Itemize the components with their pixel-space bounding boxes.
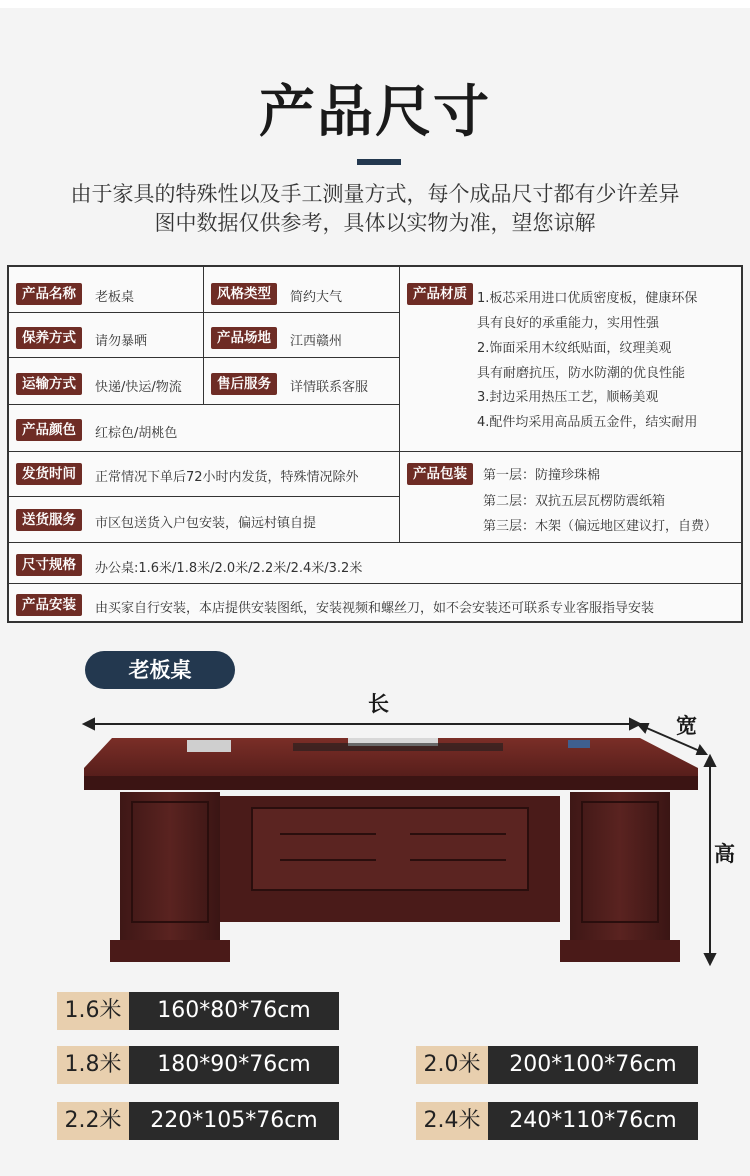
transport-label: 运输方式 (16, 373, 82, 395)
product-name-label: 产品名称 (16, 283, 82, 305)
style-label: 风格类型 (211, 283, 277, 305)
product-name-pill: 老板桌 (85, 651, 235, 689)
color-value: 红棕色/胡桃色 (95, 426, 178, 441)
install-label: 产品安装 (16, 594, 82, 616)
size-key: 2.0米 (416, 1046, 488, 1084)
length-label: 长 (368, 692, 389, 716)
size-spec-value: 办公桌:1.6米/1.8米/2.0米/2.2米/2.4米/3.2米 (95, 561, 363, 576)
size-key: 2.2米 (57, 1102, 129, 1140)
package-line: 第一层：防撞珍珠棉 (483, 468, 601, 483)
service-label: 售后服务 (211, 373, 277, 395)
package-line: 第二层：双抗五层瓦楞防震纸箱 (483, 494, 666, 509)
package-line: 第三层：木架（偏远地区建议打，自费） (483, 519, 718, 534)
ship-time-value: 正常情况下单后72小时内发货，特殊情况除外 (95, 470, 359, 485)
width-label: 宽 (676, 714, 697, 738)
package-label: 产品包装 (407, 463, 473, 485)
material-line: 具有耐磨抗压，防水防潮的优良性能 (477, 366, 686, 381)
care-value: 请勿暴晒 (95, 334, 148, 349)
material-line: 4.配件均采用高品质五金件，结实耐用 (477, 415, 698, 430)
color-label: 产品颜色 (16, 419, 82, 441)
material-line: 1.板芯采用进口优质密度板，健康环保 (477, 291, 698, 306)
product-name-value: 老板桌 (95, 290, 135, 305)
height-label: 高 (714, 842, 735, 866)
origin-label: 产品场地 (211, 327, 277, 349)
delivery-value: 市区包送货入户包安装，偏远村镇自提 (95, 516, 317, 531)
install-value: 由买家自行安装，本店提供安装图纸，安装视频和螺丝刀，如不会安装还可联系专业客服指导安装 (95, 601, 655, 616)
style-value: 简约大气 (290, 290, 343, 305)
transport-value: 快递/快运/物流 (95, 380, 182, 395)
size-key: 2.4米 (416, 1102, 488, 1140)
top-strip (0, 0, 750, 8)
material-line: 2.饰面采用木纹纸贴面，纹理美观 (477, 341, 672, 356)
size-key: 1.6米 (57, 992, 129, 1030)
service-value: 详情联系客服 (290, 380, 369, 395)
size-key: 1.8米 (57, 1046, 129, 1084)
size-value: 240*110*76cm (488, 1102, 698, 1140)
size-value: 220*105*76cm (129, 1102, 339, 1140)
material-label: 产品材质 (407, 283, 473, 305)
care-label: 保养方式 (16, 327, 82, 349)
size-spec-label: 尺寸规格 (16, 554, 82, 576)
subtitle-line-2: 图中数据仅供参考，具体以实物为准，望您谅解 (154, 211, 596, 235)
origin-value: 江西赣州 (290, 334, 343, 349)
size-value: 180*90*76cm (129, 1046, 339, 1084)
title-underline (357, 159, 401, 165)
material-line: 3.封边采用热压工艺，顺畅美观 (477, 390, 659, 405)
delivery-label: 送货服务 (16, 509, 82, 531)
size-value: 200*100*76cm (488, 1046, 698, 1084)
ship-time-label: 发货时间 (16, 463, 82, 485)
desk-illustration (0, 700, 750, 975)
material-line: 具有良好的承重能力，实用性强 (477, 316, 660, 331)
size-value: 160*80*76cm (129, 992, 339, 1030)
subtitle-line-1: 由于家具的特殊性以及手工测量方式，每个成品尺寸都有少许差异 (70, 182, 680, 206)
page-title: 产品尺寸 (259, 80, 491, 145)
